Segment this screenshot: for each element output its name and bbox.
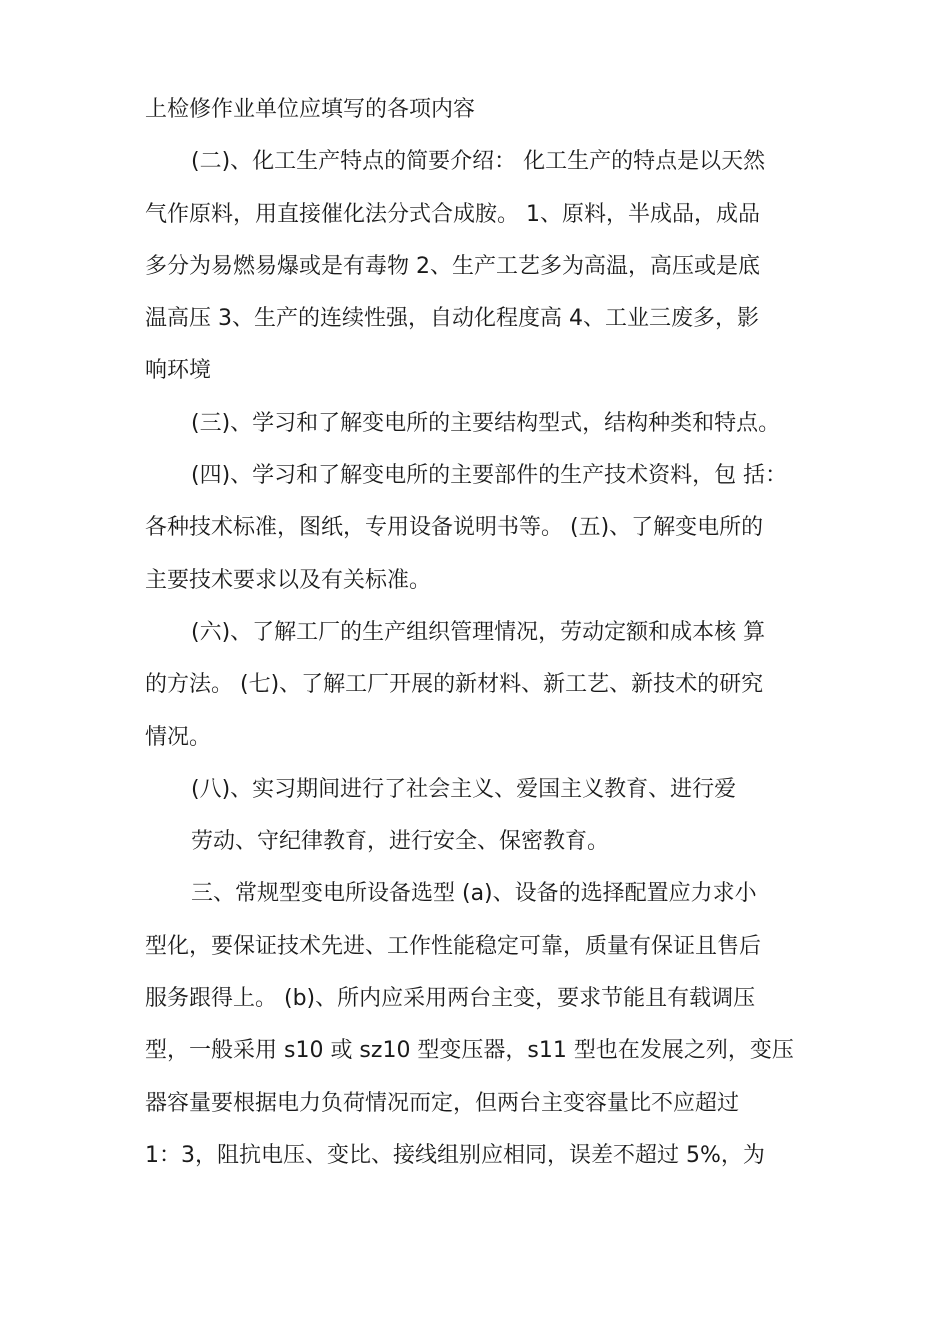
text-line: (二)、化工生产特点的简要介绍： 化工生产的特点是以天然 bbox=[191, 149, 766, 175]
text-line: 主要技术要求以及有关标准。 bbox=[145, 567, 432, 593]
text-line: 型，一般采用 s10 或 sz10 型变压器，s11 型也在发展之列，变压 bbox=[145, 1038, 794, 1064]
text-line: 多分为易燃易爆或是有毒物 2、生产工艺多为高温，高压或是底 bbox=[145, 253, 760, 279]
text-line: (四)、学习和了解变电所的主要部件的生产技术资料，包 括： bbox=[191, 463, 788, 489]
text-line: 1：3，阻抗电压、变比、接线组别应相同，误差不超过 5%，为 bbox=[145, 1142, 765, 1168]
text-line: (八)、实习期间进行了社会主义、爱国主义教育、进行爱 bbox=[191, 776, 737, 802]
text-line: 响环境 bbox=[145, 358, 212, 384]
text-line: 劳动、守纪律教育，进行安全、保密教育。 bbox=[191, 829, 610, 855]
text-line: 型化，要保证技术先进、工作性能稳定可靠，质量有保证且售后 bbox=[145, 933, 762, 959]
document-body bbox=[145, 88, 820, 1186]
text-line: 三、常规型变电所设备选型 (a)、设备的选择配置应力求小 bbox=[191, 881, 757, 907]
text-line: 上检修作业单位应填写的各项内容 bbox=[145, 97, 476, 122]
text-line: 服务跟得上。 (b)、所内应采用两台主变，要求节能且有载调压 bbox=[145, 986, 756, 1012]
text-line: 的方法。 (七)、了解工厂开展的新材料、新工艺、新技术的研究 bbox=[145, 672, 764, 698]
text-line: 器容量要根据电力负荷情况而定，但两台主变容量比不应超过 bbox=[145, 1090, 740, 1116]
text-line: 气作原料，用直接催化法分式合成胺。 1、原料，半成品，成品 bbox=[145, 201, 760, 227]
text-line: (三)、学习和了解变电所的主要结构型式，结构种类和特点。 bbox=[191, 410, 781, 436]
text-line: 温高压 3、生产的连续性强，自动化程度高 4、工业三废多，影 bbox=[145, 306, 759, 332]
text-line: 情况。 bbox=[145, 724, 212, 750]
text-line: 各种技术标准，图纸，专用设备说明书等。 (五)、了解变电所的 bbox=[145, 515, 764, 541]
text-line: (六)、了解工厂的生产组织管理情况，劳动定额和成本核 算 bbox=[191, 619, 766, 645]
